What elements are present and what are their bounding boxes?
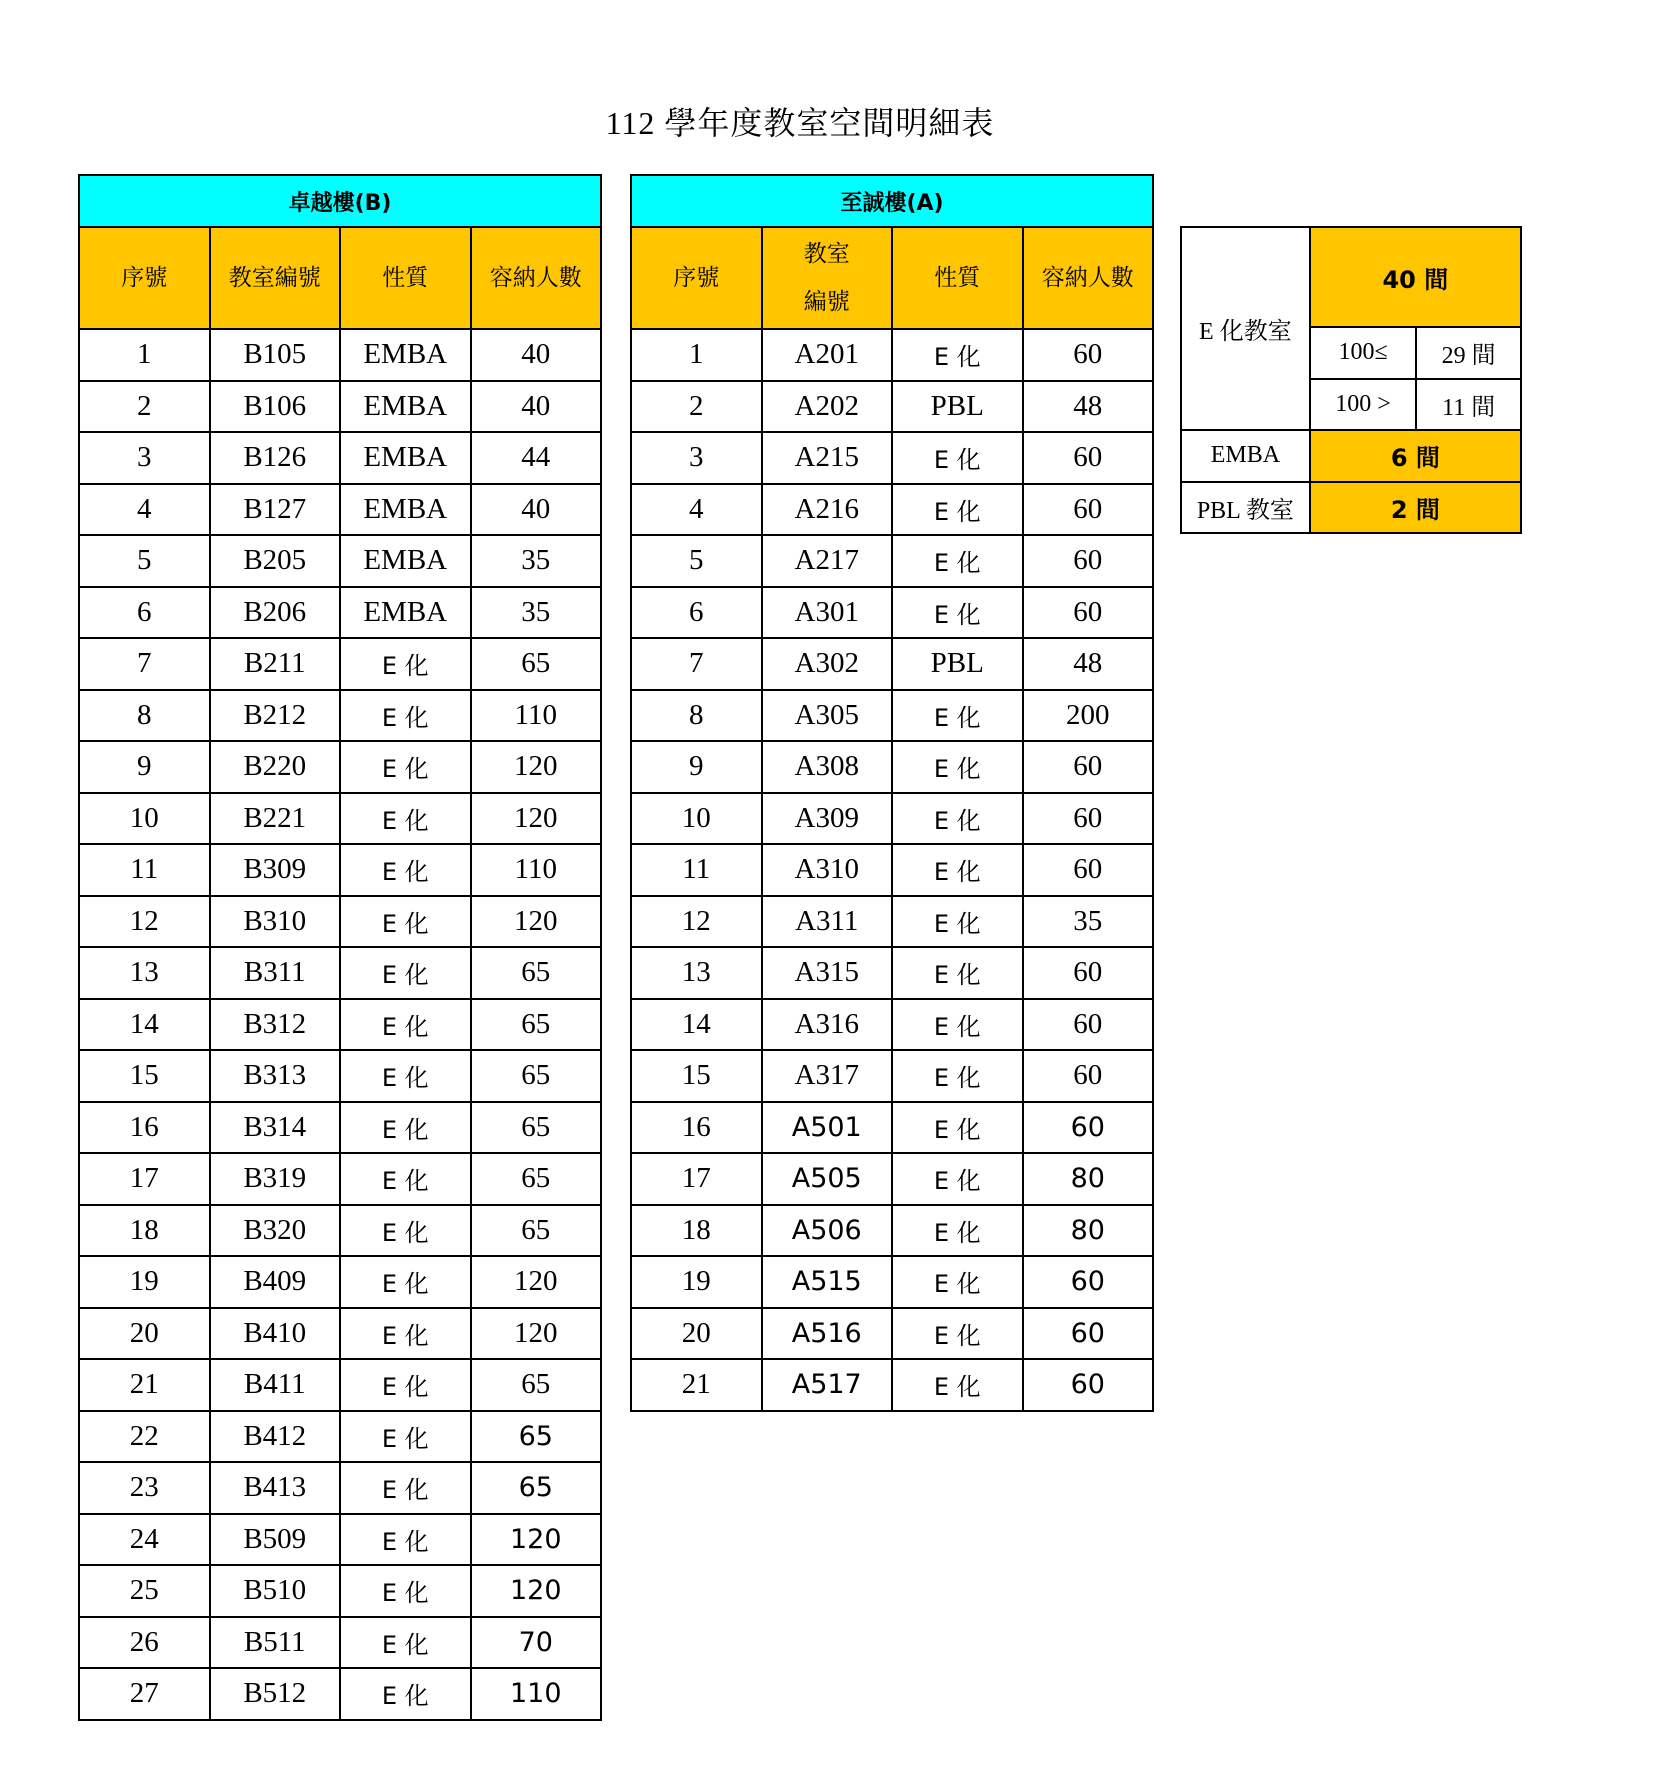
row-number: 4 (631, 484, 762, 536)
room-code: B509 (210, 1514, 341, 1566)
room-type: E 化 (892, 1102, 1023, 1154)
room-type: E 化 (340, 1308, 471, 1360)
row-number: 15 (79, 1050, 210, 1102)
column-header-capacity: 容納人數 (471, 227, 602, 329)
row-number: 21 (631, 1359, 762, 1411)
room-code: A202 (762, 381, 893, 433)
room-code: A515 (762, 1256, 893, 1308)
table-row (631, 432, 1153, 484)
table-row (631, 844, 1153, 896)
page-title: 112 學年度教室空間明細表 (605, 105, 995, 141)
table-row (631, 1050, 1153, 1102)
row-number: 18 (631, 1205, 762, 1257)
room-type: E 化 (340, 741, 471, 793)
room-capacity: 60 (1023, 1308, 1154, 1360)
row-number: 20 (631, 1308, 762, 1360)
room-code: A516 (762, 1308, 893, 1360)
row-number: 7 (631, 638, 762, 690)
room-code: A517 (762, 1359, 893, 1411)
table-row (79, 587, 601, 639)
column-header-room-line: 編號 (803, 289, 850, 315)
room-code: B127 (210, 484, 341, 536)
summary-table (1180, 226, 1522, 534)
room-type: E 化 (892, 1050, 1023, 1102)
room-code: A305 (762, 690, 893, 742)
table-row (79, 1411, 601, 1463)
room-code: B221 (210, 793, 341, 845)
row-number: 3 (79, 432, 210, 484)
building-a-table (630, 174, 1154, 1412)
room-capacity: 35 (471, 535, 602, 587)
room-code: A309 (762, 793, 893, 845)
room-code: B512 (210, 1668, 341, 1720)
table-row (79, 1565, 601, 1617)
row-number: 9 (631, 741, 762, 793)
room-code: B314 (210, 1102, 341, 1154)
row-number: 13 (79, 947, 210, 999)
table-row (631, 1205, 1153, 1257)
row-number: 10 (79, 793, 210, 845)
table-row (631, 381, 1153, 433)
room-code: A302 (762, 638, 893, 690)
room-type: E 化 (892, 1308, 1023, 1360)
room-capacity: 65 (471, 1359, 602, 1411)
table-row (631, 741, 1153, 793)
room-type: E 化 (892, 535, 1023, 587)
room-type: EMBA (340, 484, 471, 536)
column-header-number: 序號 (631, 227, 762, 329)
room-code: A311 (762, 896, 893, 948)
table-row (631, 947, 1153, 999)
row-number: 6 (79, 587, 210, 639)
column-header-number: 序號 (79, 227, 210, 329)
summary-e-label: E 化教室 (1181, 227, 1310, 430)
room-code: B312 (210, 999, 341, 1051)
room-code: B310 (210, 896, 341, 948)
summary-emba-count: 6 間 (1310, 430, 1521, 482)
row-number: 8 (631, 690, 762, 742)
room-type: E 化 (340, 1668, 471, 1720)
room-type: E 化 (340, 793, 471, 845)
column-header-type: 性質 (340, 227, 471, 329)
room-type: PBL (892, 638, 1023, 690)
summary-emba-label: EMBA (1181, 430, 1310, 482)
table-row (631, 793, 1153, 845)
room-type: E 化 (340, 638, 471, 690)
room-capacity: 60 (1023, 329, 1154, 381)
room-code: B106 (210, 381, 341, 433)
room-code: B511 (210, 1617, 341, 1669)
row-number: 11 (631, 844, 762, 896)
row-number: 19 (79, 1256, 210, 1308)
room-capacity: 110 (471, 844, 602, 896)
summary-e-total: 40 間 (1310, 227, 1521, 327)
room-type: E 化 (340, 1617, 471, 1669)
column-header-room: 教室編號 (210, 227, 341, 329)
room-type: E 化 (340, 1050, 471, 1102)
room-capacity: 60 (1023, 1359, 1154, 1411)
table-row (79, 1514, 601, 1566)
room-capacity: 40 (471, 329, 602, 381)
room-code: B510 (210, 1565, 341, 1617)
room-capacity: 110 (471, 1668, 602, 1720)
summary-lt100-count: 11 間 (1416, 379, 1521, 431)
room-type: E 化 (340, 1153, 471, 1205)
row-number: 2 (79, 381, 210, 433)
room-capacity: 120 (471, 896, 602, 948)
table-row (631, 638, 1153, 690)
table-row (631, 1102, 1153, 1154)
table-row (79, 1102, 601, 1154)
room-capacity: 65 (471, 1205, 602, 1257)
room-type: E 化 (892, 587, 1023, 639)
row-number: 12 (631, 896, 762, 948)
table-row (79, 329, 601, 381)
room-code: A317 (762, 1050, 893, 1102)
row-number: 5 (631, 535, 762, 587)
table-row (79, 1668, 601, 1720)
table-row (79, 947, 601, 999)
room-capacity: 40 (471, 484, 602, 536)
room-capacity: 65 (471, 1050, 602, 1102)
room-type: E 化 (892, 1153, 1023, 1205)
table-row (631, 690, 1153, 742)
room-type: E 化 (340, 896, 471, 948)
room-type: EMBA (340, 587, 471, 639)
room-capacity: 120 (471, 741, 602, 793)
room-capacity: 120 (471, 1565, 602, 1617)
column-header-type: 性質 (892, 227, 1023, 329)
table-row (79, 1359, 601, 1411)
row-number: 17 (631, 1153, 762, 1205)
room-code: A308 (762, 741, 893, 793)
room-capacity: 65 (471, 999, 602, 1051)
table-row (79, 793, 601, 845)
table-row (79, 432, 601, 484)
table-row (79, 999, 601, 1051)
room-type: E 化 (892, 1205, 1023, 1257)
room-type: E 化 (892, 484, 1023, 536)
room-code: B126 (210, 432, 341, 484)
room-capacity: 60 (1023, 587, 1154, 639)
room-type: E 化 (892, 1359, 1023, 1411)
room-capacity: 48 (1023, 638, 1154, 690)
row-number: 10 (631, 793, 762, 845)
room-code: B412 (210, 1411, 341, 1463)
row-number: 8 (79, 690, 210, 742)
row-number: 11 (79, 844, 210, 896)
room-type: E 化 (892, 690, 1023, 742)
room-code: A316 (762, 999, 893, 1051)
row-number: 2 (631, 381, 762, 433)
room-capacity: 70 (471, 1617, 602, 1669)
room-capacity: 60 (1023, 844, 1154, 896)
building-a-title: 至誠樓(A) (631, 175, 1153, 227)
room-type: EMBA (340, 535, 471, 587)
room-capacity: 60 (1023, 1256, 1154, 1308)
room-capacity: 44 (471, 432, 602, 484)
room-capacity: 48 (1023, 381, 1154, 433)
room-type: E 化 (340, 947, 471, 999)
table-row (631, 1153, 1153, 1205)
table-row (631, 484, 1153, 536)
room-type: E 化 (340, 1205, 471, 1257)
room-capacity: 65 (471, 947, 602, 999)
room-code: B311 (210, 947, 341, 999)
row-number: 15 (631, 1050, 762, 1102)
room-capacity: 65 (471, 1102, 602, 1154)
room-capacity: 200 (1023, 690, 1154, 742)
room-type: EMBA (340, 381, 471, 433)
room-code: B410 (210, 1308, 341, 1360)
room-type: EMBA (340, 432, 471, 484)
row-number: 6 (631, 587, 762, 639)
room-type: E 化 (892, 1256, 1023, 1308)
table-row (79, 1153, 601, 1205)
row-number: 19 (631, 1256, 762, 1308)
table-row (79, 1050, 601, 1102)
room-code: B411 (210, 1359, 341, 1411)
row-number: 17 (79, 1153, 210, 1205)
room-code: B309 (210, 844, 341, 896)
room-type: E 化 (340, 1462, 471, 1514)
table-row (79, 1308, 601, 1360)
table-row (631, 329, 1153, 381)
room-code: A501 (762, 1102, 893, 1154)
room-type: E 化 (892, 999, 1023, 1051)
table-row (631, 1256, 1153, 1308)
room-capacity: 80 (1023, 1205, 1154, 1257)
room-type: E 化 (340, 690, 471, 742)
room-type: E 化 (340, 1256, 471, 1308)
room-type: E 化 (892, 432, 1023, 484)
row-number: 4 (79, 484, 210, 536)
room-code: A506 (762, 1205, 893, 1257)
room-type: E 化 (892, 896, 1023, 948)
column-header-room (762, 227, 893, 329)
room-type: E 化 (340, 999, 471, 1051)
room-code: B409 (210, 1256, 341, 1308)
room-capacity: 60 (1023, 432, 1154, 484)
row-number: 21 (79, 1359, 210, 1411)
row-number: 1 (631, 329, 762, 381)
room-code: B320 (210, 1205, 341, 1257)
room-type: E 化 (892, 329, 1023, 381)
row-number: 1 (79, 329, 210, 381)
room-type: E 化 (892, 793, 1023, 845)
room-code: A216 (762, 484, 893, 536)
room-capacity: 60 (1023, 741, 1154, 793)
room-code: A310 (762, 844, 893, 896)
row-number: 16 (79, 1102, 210, 1154)
room-type: E 化 (340, 1102, 471, 1154)
room-capacity: 120 (471, 1308, 602, 1360)
room-code: B211 (210, 638, 341, 690)
table-row (79, 484, 601, 536)
row-number: 7 (79, 638, 210, 690)
room-code: B212 (210, 690, 341, 742)
room-capacity: 60 (1023, 535, 1154, 587)
column-header-capacity: 容納人數 (1023, 227, 1154, 329)
row-number: 27 (79, 1668, 210, 1720)
room-type: E 化 (340, 1565, 471, 1617)
column-header-room-line: 教室 (803, 241, 850, 267)
room-capacity: 80 (1023, 1153, 1154, 1205)
table-row (631, 896, 1153, 948)
room-capacity: 65 (471, 1411, 602, 1463)
row-number: 16 (631, 1102, 762, 1154)
row-number: 23 (79, 1462, 210, 1514)
room-code: A217 (762, 535, 893, 587)
table-row (79, 1205, 601, 1257)
table-row (79, 690, 601, 742)
room-type: E 化 (340, 1359, 471, 1411)
room-code: B206 (210, 587, 341, 639)
table-row (79, 638, 601, 690)
summary-ge100-count: 29 間 (1416, 327, 1521, 379)
row-number: 5 (79, 535, 210, 587)
table-row (631, 1359, 1153, 1411)
building-b-title: 卓越樓(B) (79, 175, 601, 227)
room-capacity: 120 (471, 1256, 602, 1308)
room-code: B319 (210, 1153, 341, 1205)
room-capacity: 65 (471, 1462, 602, 1514)
room-capacity: 60 (1023, 793, 1154, 845)
room-type: EMBA (340, 329, 471, 381)
row-number: 12 (79, 896, 210, 948)
row-number: 3 (631, 432, 762, 484)
summary-pbl-label: PBL 教室 (1181, 482, 1310, 534)
table-row (79, 1617, 601, 1669)
room-type: E 化 (340, 1411, 471, 1463)
room-capacity: 60 (1023, 1050, 1154, 1102)
table-row (79, 1462, 601, 1514)
table-row (631, 587, 1153, 639)
row-number: 14 (79, 999, 210, 1051)
row-number: 26 (79, 1617, 210, 1669)
room-code: A215 (762, 432, 893, 484)
room-capacity: 35 (1023, 896, 1154, 948)
row-number: 25 (79, 1565, 210, 1617)
room-code: B205 (210, 535, 341, 587)
table-row (631, 999, 1153, 1051)
room-code: B220 (210, 741, 341, 793)
room-code: B413 (210, 1462, 341, 1514)
table-row (79, 896, 601, 948)
building-b-table (78, 174, 602, 1721)
room-capacity: 40 (471, 381, 602, 433)
room-capacity: 60 (1023, 484, 1154, 536)
room-capacity: 120 (471, 1514, 602, 1566)
table-row (79, 1256, 601, 1308)
room-code: A301 (762, 587, 893, 639)
row-number: 24 (79, 1514, 210, 1566)
room-type: E 化 (892, 844, 1023, 896)
row-number: 20 (79, 1308, 210, 1360)
room-capacity: 65 (471, 1153, 602, 1205)
room-code: B105 (210, 329, 341, 381)
room-capacity: 65 (471, 638, 602, 690)
room-capacity: 120 (471, 793, 602, 845)
room-type: E 化 (340, 844, 471, 896)
room-capacity: 60 (1023, 999, 1154, 1051)
table-row (79, 535, 601, 587)
row-number: 18 (79, 1205, 210, 1257)
room-code: A315 (762, 947, 893, 999)
table-row (79, 741, 601, 793)
table-row (631, 1308, 1153, 1360)
room-type: E 化 (892, 947, 1023, 999)
table-row (79, 844, 601, 896)
room-type: E 化 (892, 741, 1023, 793)
room-code: B313 (210, 1050, 341, 1102)
room-capacity: 110 (471, 690, 602, 742)
room-code: A505 (762, 1153, 893, 1205)
room-type: E 化 (340, 1514, 471, 1566)
room-type: PBL (892, 381, 1023, 433)
table-row (79, 381, 601, 433)
summary-ge100-label: 100≤ (1310, 327, 1417, 379)
row-number: 22 (79, 1411, 210, 1463)
room-capacity: 60 (1023, 1102, 1154, 1154)
room-capacity: 35 (471, 587, 602, 639)
row-number: 14 (631, 999, 762, 1051)
summary-lt100-label: 100 > (1310, 379, 1417, 431)
table-row (631, 535, 1153, 587)
room-code: A201 (762, 329, 893, 381)
summary-pbl-count: 2 間 (1310, 482, 1521, 534)
row-number: 9 (79, 741, 210, 793)
room-capacity: 60 (1023, 947, 1154, 999)
row-number: 13 (631, 947, 762, 999)
